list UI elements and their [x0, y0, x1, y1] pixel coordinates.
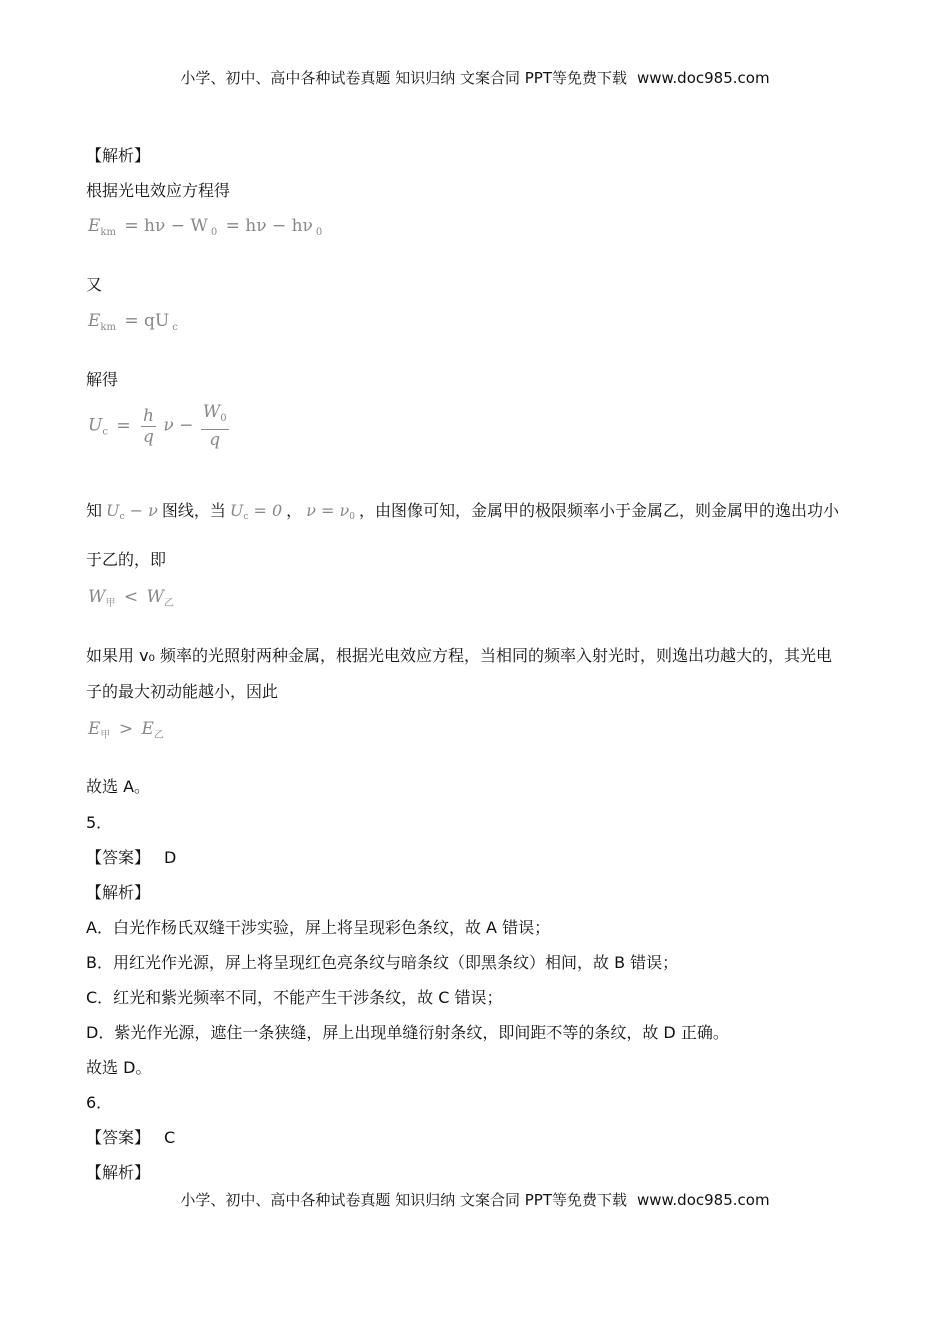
answer-line	[86, 1127, 175, 1149]
answer-label: 【答案】	[86, 1128, 151, 1147]
analysis-label: 【解析】	[86, 1163, 151, 1182]
fraction-w0-over-q: $\frac{W_0}{q}$	[202, 402, 227, 450]
option-c: C．红光和紫光频率不同，不能产生干涉条纹，故 C 错误；	[86, 988, 503, 1007]
text-line: 故选 A。	[86, 777, 151, 796]
question-number: 6．	[86, 1093, 113, 1112]
option-b: B．用红光作光源，屏上将呈现红色亮条纹与暗条纹（即黑条纹）相间，故 B 错误；	[86, 953, 679, 972]
analysis-label: 【解析】	[86, 146, 151, 165]
option-d: D．紫光作光源，遮住一条狭缝，屏上出现单缝衍射条纹，即间距不等的条纹，故 D 正确。	[86, 1023, 729, 1042]
option-a: A．白光作杨氏双缝干涉实验，屏上将呈现彩色条纹，故 A 错误；	[86, 918, 551, 937]
answer-value: D	[164, 848, 177, 867]
question-number: 5．	[86, 813, 113, 832]
equation-work-function: $W_甲 < W_乙$	[88, 587, 175, 609]
page-header	[0, 68, 950, 88]
answer-line	[86, 847, 176, 869]
answer-value: C	[164, 1128, 176, 1147]
fraction-h-over-q: $\frac{h}{q}$	[143, 405, 154, 447]
text-line: 根据光电效应方程得	[86, 181, 231, 200]
analysis-label: 【解析】	[86, 883, 151, 902]
text-line: 解得	[86, 370, 119, 389]
header-text: 小学、初中、高中各种试卷真题 知识归纳 文案合同 PPT等免费下载	[180, 69, 627, 87]
text-line: 于乙的，即	[86, 550, 167, 569]
text-line: 如果用 v₀ 频率的光照射两种金属，根据光电效应方程，当相同的频率入射光时，则逸出功越大的，其光电	[86, 646, 833, 665]
answer-label: 【答案】	[86, 848, 151, 867]
equation-photoelectric: $E_{km} = h\nu - W$ $_0$ = hν − hν $_0$	[88, 216, 323, 238]
text-line: 子的最大初动能越小，因此	[86, 682, 279, 701]
text-line: 又	[86, 275, 103, 294]
equation-stopping-voltage: $E_{km}$ = qU $_c$	[88, 311, 178, 333]
footer-text: 小学、初中、高中各种试卷真题 知识归纳 文案合同 PPT等免费下载	[180, 1191, 627, 1209]
header-url[interactable]: www.doc985.com	[636, 69, 770, 87]
equation-kinetic-energy: $E_甲 > E_乙$	[88, 719, 164, 741]
footer-url[interactable]: www.doc985.com	[636, 1191, 770, 1209]
text-line-know: 知 $U_c - \nu$ 图线，当 $U_c = 0$ ， $\nu = \nu_0$ ，由图像可知，金属甲的极限频率小于金属乙，则金属甲的逸出功小	[86, 501, 839, 522]
equation-solution: $U_c$ = $\frac{h}{q}$ ν − $\frac{W_0}{q}$	[88, 402, 227, 450]
page-footer	[0, 1190, 950, 1210]
text-line: 故选 D。	[86, 1058, 152, 1077]
